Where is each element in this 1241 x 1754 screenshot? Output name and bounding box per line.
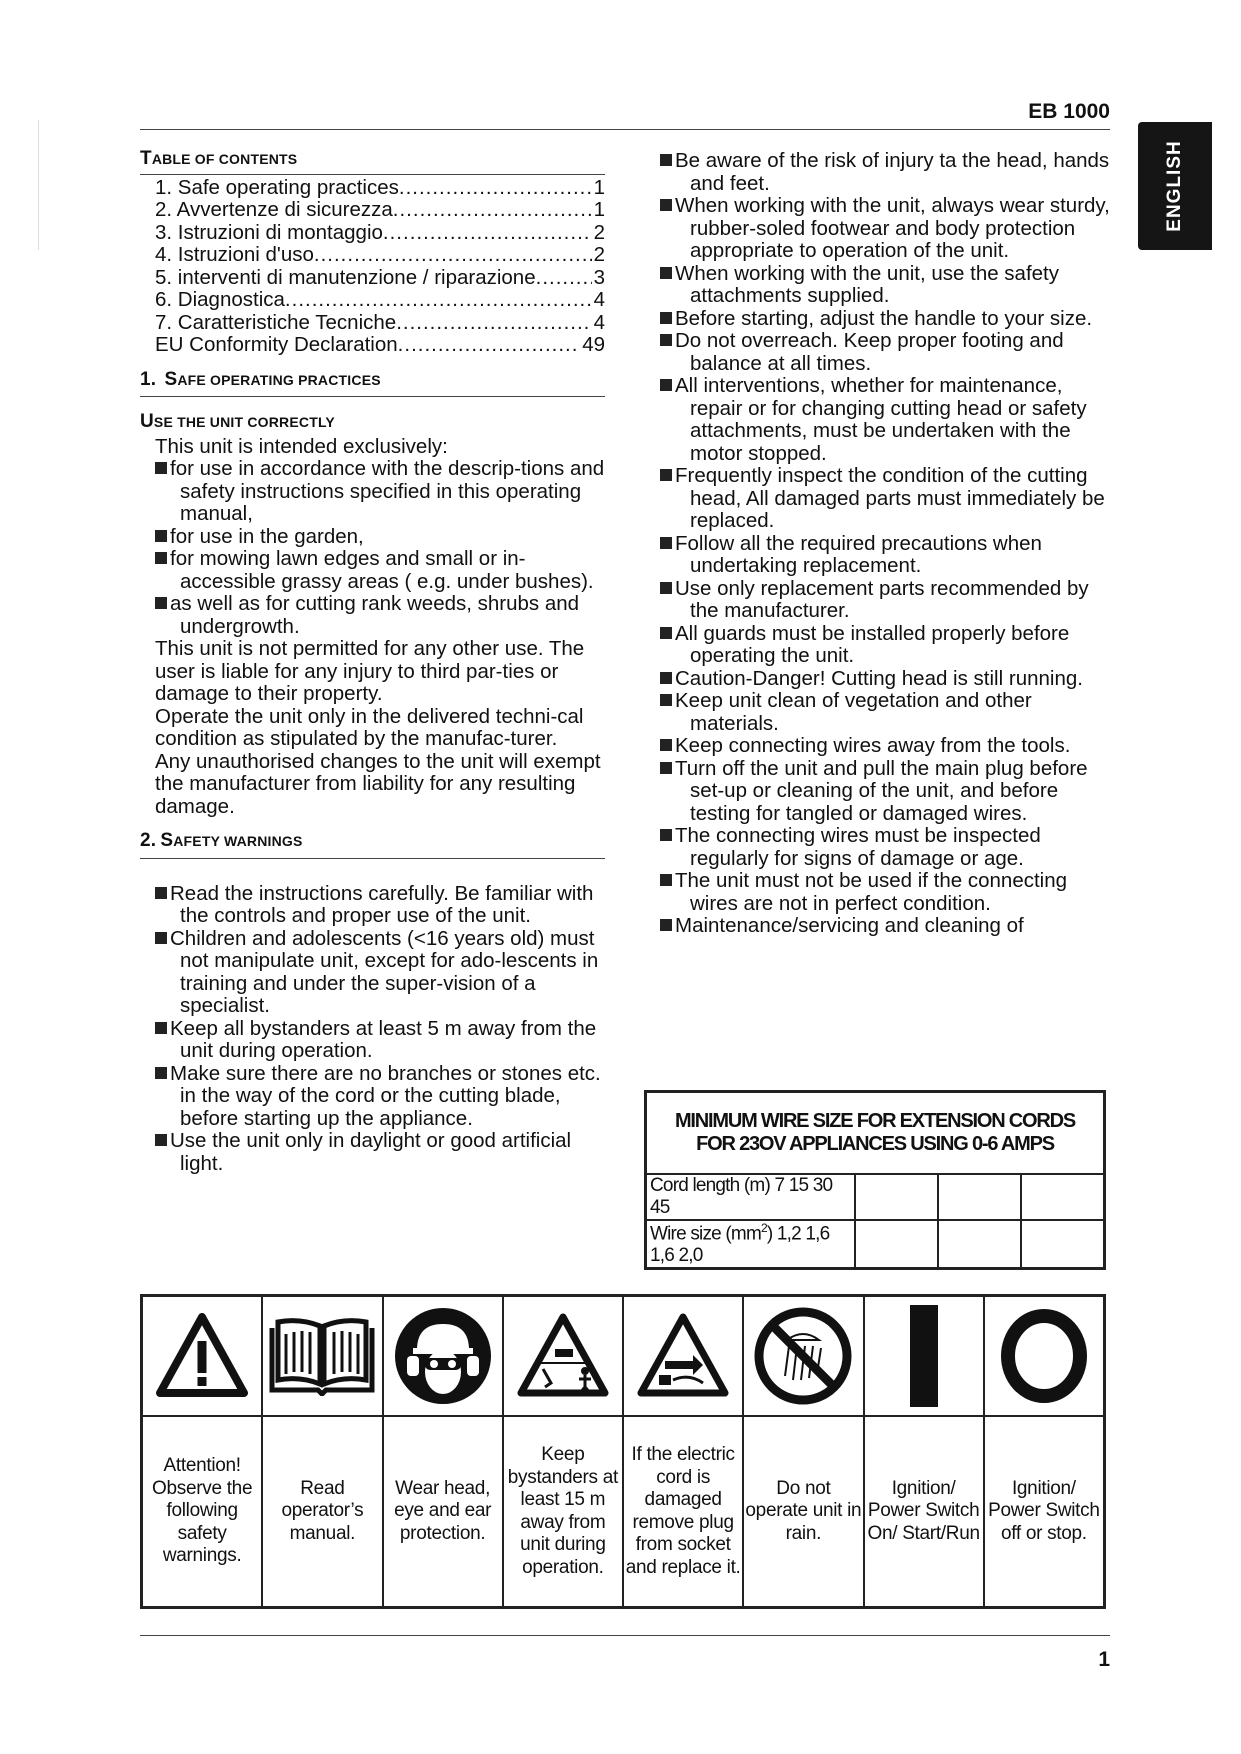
toc-entry bbox=[155, 177, 605, 200]
toc-entry-title: 7. Caratteristiche Tecniche bbox=[155, 310, 397, 334]
toc-entry-title: 4. Istruzioni d'uso bbox=[155, 243, 314, 266]
symbol-power-off-label: Ignition/ Power Switch off or stop. bbox=[988, 1477, 1100, 1544]
symbol-attention bbox=[143, 1297, 263, 1606]
bullet-item: Caution-Danger! Cutting head is still running. bbox=[660, 668, 1110, 691]
section2-heading: 2. SAFETY WARNINGS bbox=[140, 830, 303, 851]
toc-entry bbox=[155, 267, 605, 290]
section1-rule bbox=[140, 396, 605, 397]
toc-entry bbox=[155, 312, 605, 335]
toc-leader bbox=[396, 312, 591, 335]
toc-entry-title: 2. Avvertenze di sicurezza bbox=[155, 198, 393, 221]
model-number: EB 1000 bbox=[1028, 100, 1110, 123]
section2-bullets bbox=[140, 883, 605, 1176]
bullet-item: Keep all bystanders at least 5 m away from the unit during operation. bbox=[155, 1018, 605, 1063]
toc-entry-page: 2 bbox=[593, 243, 605, 266]
symbol-power-on-label: Ignition/ Power Switch On/ Start/Run bbox=[867, 1477, 980, 1544]
toc-entry-page: 3 bbox=[593, 265, 605, 289]
toc-entry bbox=[155, 199, 605, 222]
symbol-attention-label: Attention! Observe the following safety warnings. bbox=[152, 1455, 253, 1567]
open-book-icon bbox=[268, 1316, 376, 1396]
paragraph: Operate the unit only in the delivered techni-cal condition as stipulated by the manufac-turer. bbox=[155, 704, 584, 750]
toc-leader bbox=[285, 289, 592, 312]
section2-rule bbox=[140, 858, 605, 859]
bullet-item: When working with the unit, use the safety attachments supplied. bbox=[660, 263, 1110, 308]
toc-entry-page: 1 bbox=[593, 198, 605, 221]
toc-entry-title: EU Conformity Declaration bbox=[155, 333, 398, 356]
wire-size-table bbox=[644, 1090, 1106, 1270]
bullet-item: Maintenance/servicing and cleaning of bbox=[660, 915, 1110, 938]
toc-leader bbox=[536, 267, 592, 290]
page-number: 1 bbox=[1098, 1648, 1110, 1671]
toc-heading-rule bbox=[140, 174, 605, 175]
wire-size-row bbox=[646, 1220, 1105, 1269]
bullet-item: Use the unit only in daylight or good artificial light. bbox=[155, 1130, 605, 1175]
toc-entry bbox=[155, 222, 605, 245]
header-rule bbox=[140, 129, 1110, 130]
bullet-item: Keep connecting wires away from the tools. bbox=[660, 735, 1110, 758]
section1-paragraphs bbox=[155, 638, 605, 818]
toc-entry-title: 5. interventi di manutenzione / riparazione bbox=[155, 265, 536, 289]
paragraph: This unit is not permitted for any other use. The user is liable for any injury to third par-ties or damage to their property. bbox=[155, 637, 585, 705]
cord-length-row bbox=[646, 1174, 1105, 1220]
section1-subheading: USE THE UNIT CORRECTLY bbox=[140, 411, 335, 432]
language-tab-label: ENGLISH bbox=[1164, 140, 1185, 232]
page-edge-mark bbox=[38, 120, 39, 250]
bullet-item: for use in accordance with the descrip-tions and safety instructions specified in this operating manual, bbox=[155, 458, 605, 526]
section1-body bbox=[140, 436, 605, 819]
bullet-item: Frequently inspect the condition of the cutting head, All damaged parts must immediately be replaced. bbox=[660, 465, 1110, 533]
symbol-head-protection-label: Wear head, eye and ear protection. bbox=[394, 1477, 492, 1544]
symbol-power-off bbox=[985, 1297, 1103, 1606]
bullet-item: for use in the garden, bbox=[155, 526, 605, 549]
bullet-item: for mowing lawn edges and small or in-accessible grassy areas ( e.g. under bushes). bbox=[155, 548, 605, 593]
symbol-power-on bbox=[865, 1297, 985, 1606]
symbol-read-manual bbox=[263, 1297, 383, 1606]
toc-entry bbox=[155, 244, 605, 267]
symbol-bystanders-label: Keep bystanders at least 15 m away from unit during operation. bbox=[507, 1444, 618, 1578]
toc-entry-page: 1 bbox=[593, 175, 605, 199]
bullet-item: Follow all the required precautions when undertaking replacement. bbox=[660, 533, 1110, 578]
bullet-item: as well as for cutting rank weeds, shrubs and undergrowth. bbox=[155, 593, 605, 638]
toc-heading: TABLE OF CONTENTS bbox=[140, 148, 298, 169]
toc-entry-page: 49 bbox=[582, 333, 605, 356]
toc-entry bbox=[155, 334, 605, 357]
bullet-item: Make sure there are no branches or stones etc. in the way of the cord or the cutting blade, before starting up the appliance. bbox=[155, 1063, 605, 1131]
symbol-damaged-cord bbox=[624, 1297, 744, 1606]
toc-list bbox=[140, 177, 605, 357]
right-column bbox=[660, 150, 1110, 938]
footer-rule bbox=[140, 1635, 1110, 1636]
right-column-bullets bbox=[660, 150, 1110, 938]
bullet-item: Before starting, adjust the handle to your size. bbox=[660, 308, 1110, 331]
bullet-item: Be aware of the risk of injury ta the head, hands and feet. bbox=[660, 150, 1110, 195]
bullet-item: When working with the unit, always wear sturdy, rubber-soled footwear and body protection appropriate to operation of the unit. bbox=[660, 195, 1110, 263]
warning-triangle-icon bbox=[156, 1313, 248, 1399]
wire-size-cell: Wire size $(mm^2)$ 1,2 1,6 1,6 2,0 bbox=[646, 1220, 856, 1269]
paragraph: Any unauthorised changes to the unit will exempt the manufacturer from liability for any resulting damage. bbox=[155, 749, 601, 818]
power-on-icon bbox=[904, 1303, 944, 1409]
left-column bbox=[140, 148, 605, 1175]
symbol-head-protection bbox=[384, 1297, 504, 1606]
symbol-no-rain bbox=[744, 1297, 864, 1606]
bullet-item: All interventions, whether for maintenance, repair or for changing cutting head or safety attachments, must be undertaken with the motor stopped. bbox=[660, 375, 1110, 465]
toc-entry-title: 1. Safe operating practices bbox=[155, 175, 399, 199]
no-rain-icon bbox=[753, 1306, 853, 1406]
toc-entry-page: 4 bbox=[593, 288, 605, 311]
toc-entry-title: 3. Istruzioni di montaggio bbox=[155, 220, 383, 244]
bullet-item: The connecting wires must be inspected regularly for signs of damage or age. bbox=[660, 825, 1110, 870]
symbol-damaged-cord-label: If the electric cord is damaged remove plug from socket and replace it. bbox=[625, 1444, 741, 1578]
bullet-item: Keep unit clean of vegetation and other materials. bbox=[660, 690, 1110, 735]
bullet-item: Turn off the unit and pull the main plug before set-up or cleaning of the unit, and before testing for tangled or damaged wires. bbox=[660, 758, 1110, 826]
toc-leader bbox=[314, 244, 592, 267]
language-tab bbox=[1138, 122, 1212, 250]
toc-entry-title: 6. Diagnostica bbox=[155, 288, 285, 311]
section1-bullets bbox=[155, 458, 605, 638]
bullet-item: The unit must not be used if the connecting wires are not in perfect condition. bbox=[660, 870, 1110, 915]
toc-leader bbox=[398, 334, 581, 357]
bullet-item: All guards must be installed properly before operating the unit. bbox=[660, 623, 1110, 668]
bullet-item: Read the instructions carefully. Be familiar with the controls and proper use of the unit. bbox=[155, 883, 605, 928]
toc-leader bbox=[393, 199, 592, 222]
head-protection-icon bbox=[393, 1306, 493, 1406]
toc-entry-page: 4 bbox=[593, 310, 605, 334]
bystander-distance-icon bbox=[517, 1313, 609, 1399]
bullet-item: Children and adolescents (<16 years old) must not manipulate unit, except for ado-lescents in training and under the super-vision of a specialist. bbox=[155, 928, 605, 1018]
toc-entry bbox=[155, 289, 605, 312]
damaged-cord-icon bbox=[637, 1313, 729, 1399]
bullet-item: Do not overreach. Keep proper footing and balance at all times. bbox=[660, 330, 1110, 375]
bullet-item: Use only replacement parts recommended by the manufacturer. bbox=[660, 578, 1110, 623]
section1-intro: This unit is intended exclusively: bbox=[155, 434, 448, 458]
power-off-icon bbox=[994, 1306, 1094, 1406]
section1-heading: 1. SAFE OPERATING PRACTICES bbox=[140, 368, 381, 390]
wire-table-title: MINIMUM WIRE SIZE FOR EXTENSION CORDS FOR 23OV APPLIANCES USING 0-6 AMPS bbox=[646, 1092, 1105, 1175]
symbol-read-manual-label: Read operator’s manual. bbox=[281, 1477, 364, 1544]
toc-leader bbox=[383, 222, 592, 245]
toc-leader bbox=[399, 177, 592, 200]
toc-entry-page: 2 bbox=[593, 220, 605, 244]
symbol-bystanders bbox=[504, 1297, 624, 1606]
cord-length-cell: Cord length (m) 7 15 30 45 bbox=[646, 1174, 856, 1220]
symbol-no-rain-label: Do not operate unit in rain. bbox=[745, 1477, 862, 1544]
safety-symbols-table bbox=[140, 1294, 1106, 1609]
